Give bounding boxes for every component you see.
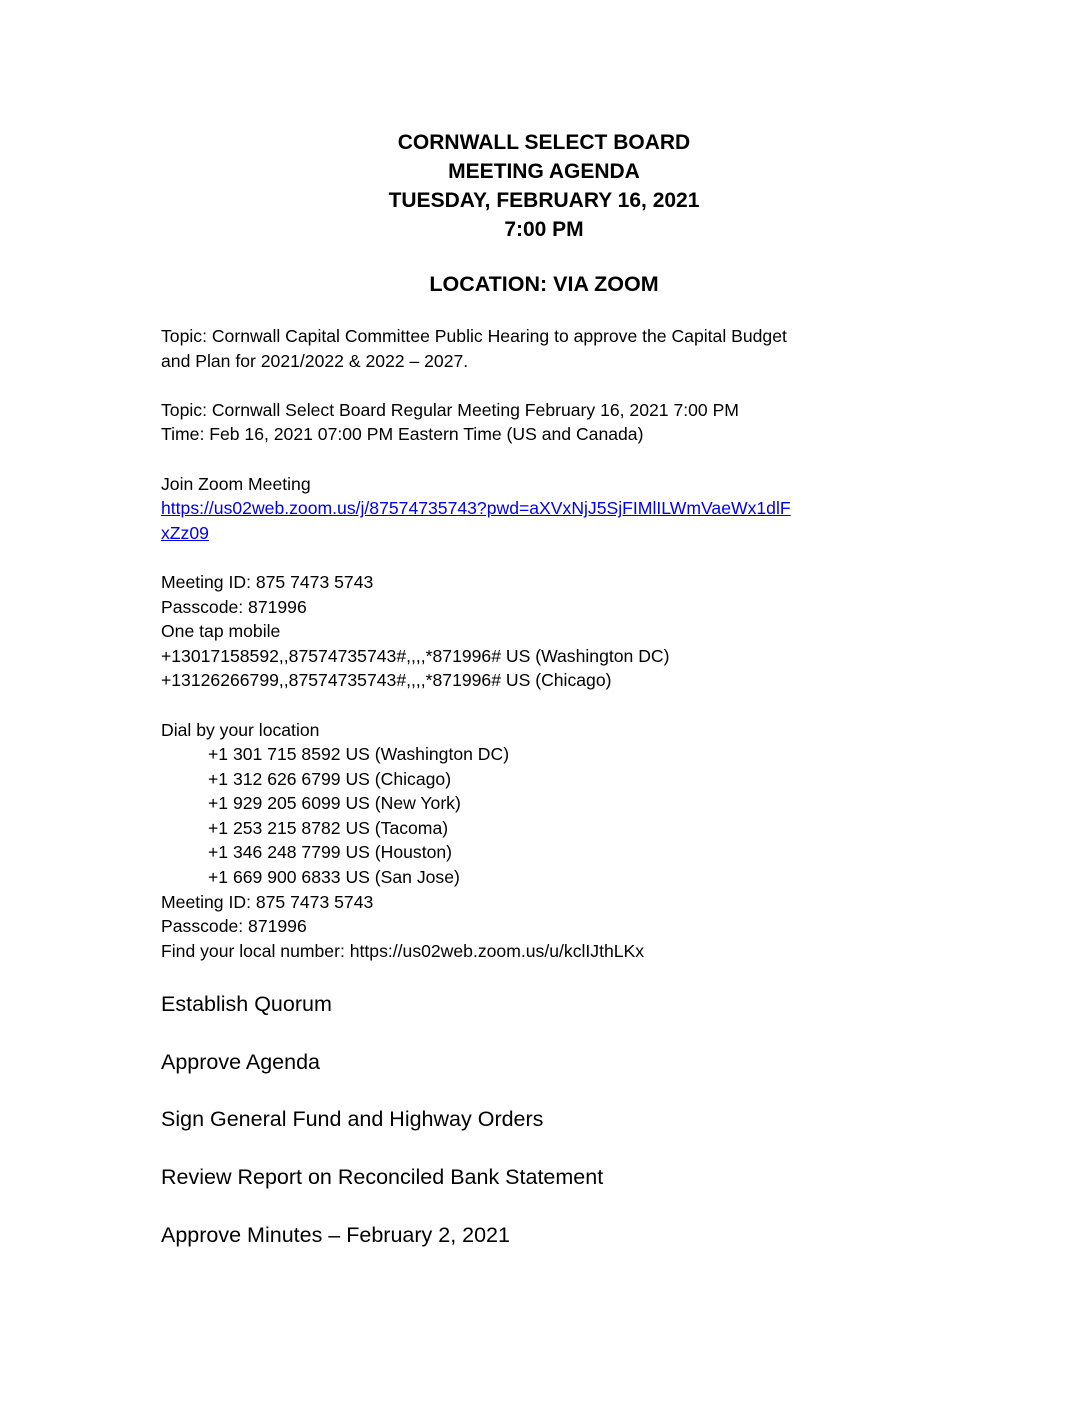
dial-label: Dial by your location bbox=[161, 719, 320, 740]
zoom-join-link[interactable] bbox=[161, 496, 941, 545]
topic-1-line-2: and Plan for 2021/2022 & 2022 – 2027. bbox=[161, 350, 469, 371]
one-tap-label: One tap mobile bbox=[161, 621, 281, 642]
topic-2: Topic: Cornwall Select Board Regular Meeting February 16, 2021 7:00 PM bbox=[161, 399, 739, 420]
dial-number: +1 253 215 8782 US (Tacoma) bbox=[208, 817, 449, 838]
dial-number: +1 312 626 6799 US (Chicago) bbox=[208, 768, 452, 789]
one-tap-number: +13126266799,,87574735743#,,,,*871996# US (Chicago) bbox=[161, 670, 612, 691]
header-title: MEETING AGENDA bbox=[448, 160, 640, 183]
agenda-item: Review Report on Reconciled Bank Statement bbox=[161, 1165, 604, 1190]
meeting-time: Time: Feb 16, 2021 07:00 PM Eastern Time (US and Canada) bbox=[161, 424, 644, 445]
zoom-join-link-line-2[interactable]: xZz09 bbox=[161, 522, 209, 543]
zoom-join-link-line-1[interactable]: https://us02web.zoom.us/j/87574735743?pwd=aXVxNjJ5SjFIMlILWmVaeWx1dlF bbox=[161, 498, 791, 519]
find-local-number: Find your local number: https://us02web.zoom.us/u/kclIJthLKx bbox=[161, 940, 645, 961]
topic-1-line-1: Topic: Cornwall Capital Committee Public Hearing to approve the Capital Budget bbox=[161, 326, 787, 346]
agenda-item: Approve Agenda bbox=[161, 1049, 320, 1074]
dial-passcode: Passcode: 871996 bbox=[161, 916, 307, 937]
agenda-item: Sign General Fund and Highway Orders bbox=[161, 1107, 544, 1132]
header-board-name: CORNWALL SELECT BOARD bbox=[397, 131, 691, 154]
dial-number: +1 669 900 6833 US (San Jose) bbox=[208, 867, 460, 888]
agenda-header bbox=[0, 128, 1088, 244]
meeting-id: Meeting ID: 875 7473 5743 bbox=[161, 571, 374, 592]
agenda-items bbox=[161, 989, 941, 1277]
agenda-item: Approve Minutes – February 2, 2021 bbox=[161, 1222, 510, 1247]
meeting-details bbox=[161, 324, 941, 963]
dial-meeting-id: Meeting ID: 875 7473 5743 bbox=[161, 891, 374, 912]
dial-number: +1 929 205 6099 US (New York) bbox=[208, 793, 461, 814]
dial-number: +1 346 248 7799 US (Houston) bbox=[208, 842, 453, 863]
join-zoom-label: Join Zoom Meeting bbox=[161, 473, 311, 494]
one-tap-number: +13017158592,,87574735743#,,,,*871996# US (Washington DC) bbox=[161, 645, 670, 666]
header-date: TUESDAY, FEBRUARY 16, 2021 bbox=[388, 189, 700, 212]
meeting-location: LOCATION: VIA ZOOM bbox=[429, 272, 659, 296]
agenda-item: Establish Quorum bbox=[161, 992, 332, 1016]
header-time: 7:00 PM bbox=[504, 218, 584, 241]
dial-number: +1 301 715 8592 US (Washington DC) bbox=[208, 744, 510, 765]
passcode: Passcode: 871996 bbox=[161, 596, 307, 617]
